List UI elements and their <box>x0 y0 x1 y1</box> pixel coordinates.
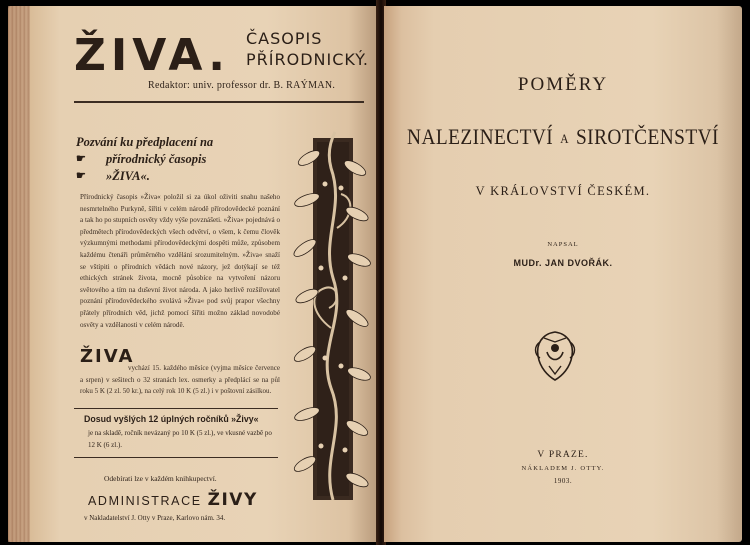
magazine-label-line-2: PŘÍRODNICKÝ. <box>246 50 369 69</box>
back-issues-box <box>74 408 278 458</box>
title-line-1: POMĚRY <box>517 74 609 95</box>
right-page <box>384 6 742 542</box>
page-edge <box>8 6 30 542</box>
title-part-1: NALEZINECTVÍ <box>407 124 554 149</box>
publication-year: 1903. <box>553 477 573 485</box>
magazine-logo: ŽIVA. <box>74 30 230 81</box>
author-name: MUDr. JAN DVOŘÁK. <box>513 258 613 268</box>
publisher-line: NÁKLADEM J. OTTY. <box>521 465 605 472</box>
administration-label: ADMINISTRACE <box>88 494 202 508</box>
invitation-line-2-row <box>76 151 286 168</box>
main-title <box>405 124 720 150</box>
subscription-invitation <box>76 134 286 185</box>
publisher-emblem <box>532 328 578 384</box>
administration-name: ŽIVY <box>207 490 258 510</box>
invitation-line-2: přírodnický časopis <box>106 152 207 166</box>
invitation-line-3-row <box>76 168 286 185</box>
order-note: Odebírati lze v každém knihkupectví. <box>104 474 217 483</box>
invitation-line-1: Pozvání ku předplacení na <box>76 135 214 149</box>
header-rule <box>74 101 364 103</box>
magazine-description: Přírodnický časopis »Živa« položil si za úkol oživiti snahu našeho nesmrtelného Purkyně, šířiti v celém národě přírodovědecké poznání a tak ho po stupních osvěty vždy výše povznášeti. »Živa« pojednává o předmětech přírodovědeckých všech odvětví, o všem, k čemu člověk výzkumnými methodami přírodovědeckými dospěti může, způsobem každému čtenáři průměrného vzdělání srozumitelným. »Živa« snaží se vštípiti o přírodních vědách nové názory, jež dotýkají se též ethických stránek života, mocně působíce na vytvoření názoru světového a tím na duševní život národa. A jako herlivě rozšiřovatel poznání přírodovědeckého svolává »Živa« pod svůj prapor všechny přátely přírodních věd, jichž pomocí šířiti možno základ novodobé osvěty a vzdělanosti v celém národě. <box>80 193 280 329</box>
publisher-address: v Nakladatelství J. Otty v Praze, Karlovo nám. 34. <box>84 514 226 522</box>
magazine-label <box>246 28 386 70</box>
invitation-line-3: »ŽIVA«. <box>106 169 150 183</box>
back-issues-title: Dosud vyšlých 12 úplných ročníků »Živy« <box>84 414 259 424</box>
subscription-terms: vychází 15. každého měsíce (vyjma měsíce července a srpen) v sešitech o 32 stranách lex. osmerky a předplácí se na půl roku 5 K (2 zl. 50 kr.), na celý rok 10 K (5 zl.) i v poštovní zásilkou. <box>80 364 280 395</box>
administration-heading <box>88 490 258 510</box>
pointing-hand-icon: ☛ <box>76 170 86 182</box>
magazine-name-small: ŽIVA <box>80 346 135 367</box>
magazine-label-line-1: ČASOPIS <box>246 29 323 48</box>
left-page <box>8 6 378 542</box>
pointing-hand-icon: ☛ <box>76 153 86 165</box>
subtitle: V KRÁLOVSTVÍ ČESKÉM. <box>475 184 651 198</box>
title-conjunction: A <box>560 130 569 146</box>
editor-line: Redaktor: univ. professor dr. B. RAÝMAN. <box>148 80 336 91</box>
back-issues-prices: je na skladě, ročník nevázaný po 10 K (5 zl.), ve vkusné vazbě po 12 K (6 zl.). <box>88 429 272 449</box>
title-part-2: SIROTČENSTVÍ <box>575 124 719 149</box>
written-by-label: NAPSAL <box>547 241 579 248</box>
publication-place: V PRAZE. <box>537 450 589 460</box>
vine-illustration <box>291 128 373 506</box>
